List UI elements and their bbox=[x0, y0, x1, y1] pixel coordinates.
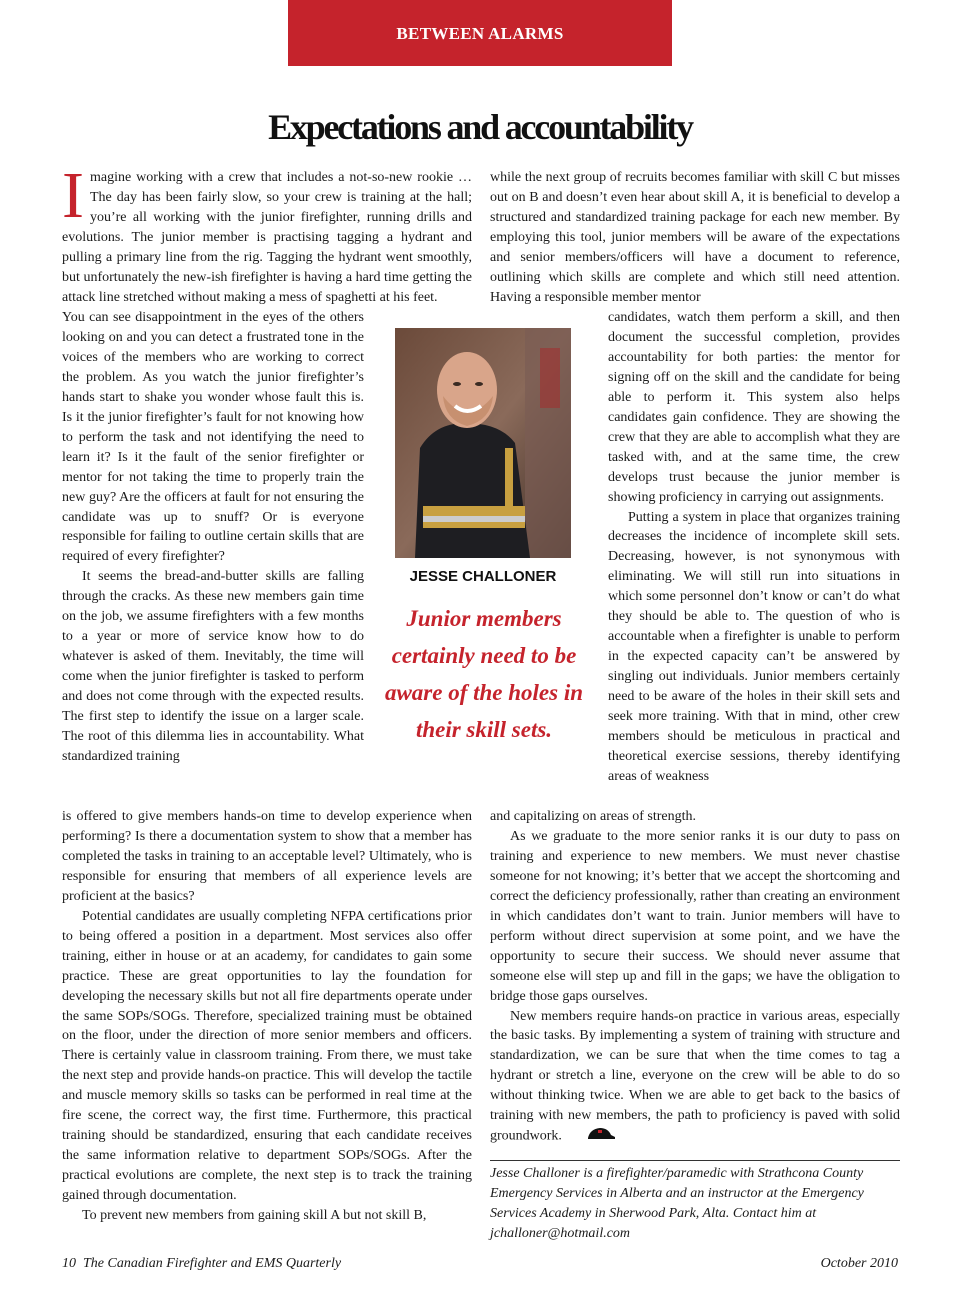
paragraph: magine working with a crew that includes a not-so-new rookie … The day has been fairly slow, so your crew is training at the hall; you’re all working with the junior firefighter, running drills and evolutions. The junior member is practising tagging a hydrant and pulling a primary line from the rig. Tagging the hydrant went smoothly, but unfortunately the new-ish firefighter is having a hard time getting the attack line stretched without making a mess of spaghetti at his feet. bbox=[62, 170, 472, 305]
footer-left: 10 The Canadian Firefighter and EMS Quarterly bbox=[62, 1256, 342, 1271]
column-2-narrow bbox=[608, 308, 900, 787]
author-bio: Jesse Challoner is a firefighter/paramedic with Strathcona County Emergency Services in Alberta and an instructor at the Emergency Services Academy in Sherwood Park, Alta. Contact him at jchalloner@hotmail.com bbox=[490, 1166, 864, 1241]
paragraph: To prevent new members from gaining skill A but not skill B, bbox=[82, 1208, 427, 1224]
bio-divider bbox=[490, 1160, 900, 1161]
column-1-narrow bbox=[62, 308, 364, 767]
column-2-bottom bbox=[490, 807, 900, 1147]
paragraph: It seems the bread-and-butter skills are falling through the cracks. As these new members gain time on the job, we assume firefighters with a few months to a year or more of service know how to do whatever is asked of them. Inevitably, the time will come when the junior firefighter is tasked to perform and does not come through with the expected results. The first step to identify the issue on a larger scale. The root of this dilemma lies in accountability. What standardized training bbox=[62, 569, 364, 764]
article-title: Expectations and accountability bbox=[268, 107, 692, 147]
paragraph: is offered to give members hands-on time to develop experience when performing? Is there a documentation system to show that a member has completed the tasks in training to an acceptable level? Ultimately, who is responsible for ensuring that members of all experience levels are proficient at the basics? bbox=[62, 809, 472, 904]
paragraph: and capitalizing on areas of strength. bbox=[490, 809, 697, 824]
footer-right: October 2010 bbox=[820, 1256, 898, 1271]
paragraph: while the next group of recruits becomes familiar with skill C but misses out on B and doesn’t even hear about skill A, it is beneficial to develop a structured and standardized training package for each new member. By employing this tool, junior members will be aware of the expectations and senior members/officers will have a document to reference, outlining which skills are complete and which still need attention. Having a responsible member mentor bbox=[490, 170, 900, 305]
column-1-top bbox=[62, 159, 472, 308]
paragraph: Putting a system in place that organizes training decreases the incidence of incomplete skill sets. Decreasing, however, is not synonymous with eliminating. We will still run into situations in which some personnel don’t know or can’t do what they should be able to. The question of who is accountable when a firefighter is unable to perform in the expected capacity can’t be answered by singling out individuals. Junior members certainly need to be aware of the holes in their skill sets and seek more training. With that in mind, other crew members should be meticulous in practical and theoretical exercise sessions, thereby identifying areas of weakness bbox=[608, 509, 900, 784]
photo-caption: JESSE CHALLONER bbox=[409, 568, 557, 585]
firefighter-helmet-icon bbox=[566, 1126, 616, 1147]
paragraph: New members require hands-on practice in various areas, especially the basic tasks. By implementing a system of training with structure and standardization, we can be sure that when the time comes to tag a hydrant or stretch a line, everyone on the crew will be able to do so without thinking twice. When we are able to get back to the basics of training with new members, the path to proficiency is paved with solid groundwork. bbox=[490, 1007, 900, 1148]
pull-quote: Junior members certainly need to be aware of the holes in their skill sets. bbox=[384, 606, 584, 742]
column-1-bottom bbox=[62, 807, 472, 1226]
paragraph: You can see disappointment in the eyes of the others looking on and you can detect a frustrated tone in the voices of the members who are working to correct the problem. As you watch the junior firefighter’s hands start to shake you wonder whose fault this is. Is it the junior firefighter’s fault for not knowing how to perform the task and not identifying the need to learn it? Is it the fault of the senior firefighter or mentor for not taking the time to properly train the new guy? Are the officers at fault for not ensuring the candidate was up to snuff? Or is everyone responsible for failing to outline certain skills that are required of every firefighter? bbox=[62, 310, 364, 565]
drop-cap: I bbox=[62, 159, 84, 232]
paragraph: Potential candidates are usually completing NFPA certifications prior to being offered a position in a department. Most services also offer training, either in house or at an academy, for candidates to gain some practice. These are great opportunities to lay the foundation for developing the necessary skills but not all fire departments operate under the same SOPs/SOGs. Therefore, specialized training must be obtained on the floor, under the direction of more senior members and officers. There is certainly value in classroom training. From there, we must take the next step and provide hands-on practice. This will develop the tactile and muscle memory skills so tasks can be performed in real time at the fire scene, the correct way, the first time. Furthermore, this practical training should be standardized, ensuring that each candidate receives the same information relative to department SOPs/SOGs. After the practical evolutions are complete, the next step is to track the training gained through documentation. bbox=[62, 908, 472, 1204]
section-banner: BETWEEN ALARMS bbox=[288, 0, 672, 66]
author-photo bbox=[395, 328, 571, 558]
column-2-top bbox=[490, 168, 900, 308]
paragraph: candidates, watch them perform a skill, and then document the successful completion, provides accountability for both parties: the mentor for signing off on the skill and the candidate for being able to perform it. This system also helps candidates gain confidence. They are showing the crew that they are able to accomplish what they are tasked with, and at the same time, the crew develops trust because the junior member is showing proficiency in carrying out assignments. bbox=[608, 310, 900, 505]
paragraph: As we graduate to the more senior ranks it is our duty to pass on training and experience to new members. We must never chastise someone for not knowing; it’s better that we accept the shortcoming and correct the deficiency professionally, rather than creating an environment in which candidates don’t want to train. Junior members will have to perform without direct supervision at some point, and we have the opportunity to secure their success. We should never assume that someone else will step up and fill in the gaps; we have the obligation to bridge those gaps ourselves. bbox=[490, 828, 900, 1004]
